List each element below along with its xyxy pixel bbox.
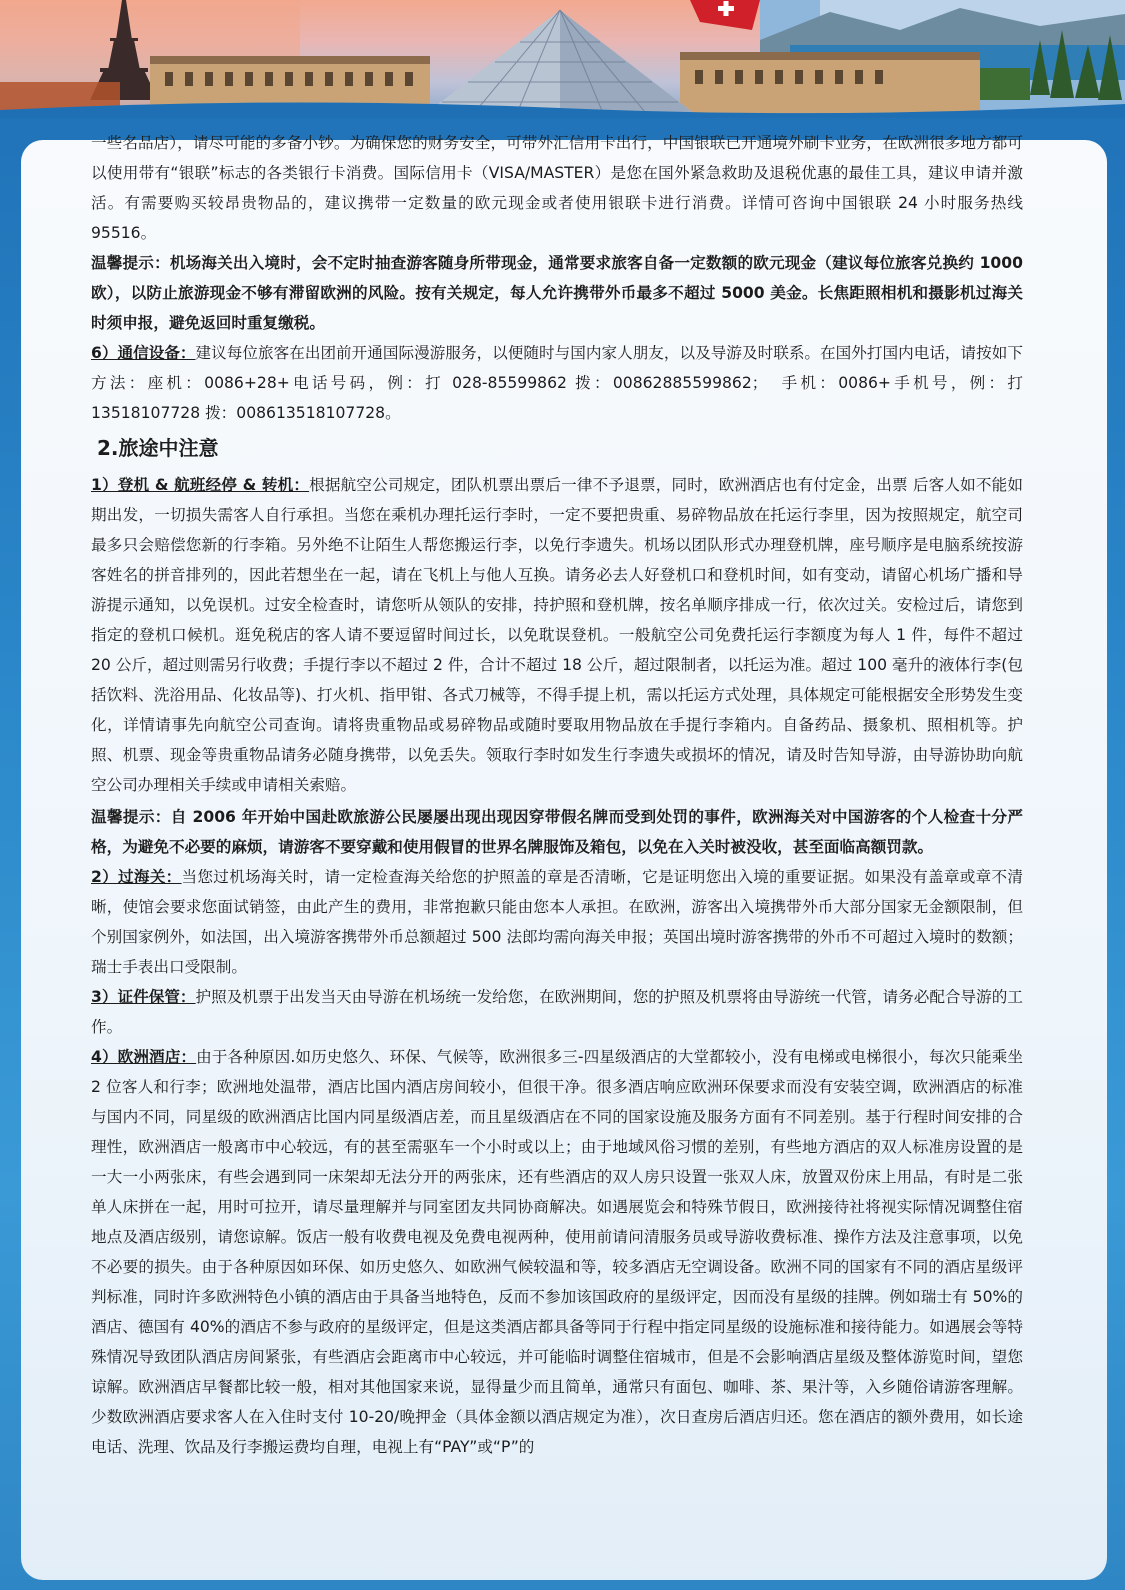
- subsection-3-paragraph: [91, 982, 1023, 1042]
- tip-text: 机场海关出入境时，会不定时抽查游客随身所带现金，通常要求旅客自备一定数额的欧元现金（建议每位旅客兑换约 1000 欧），以防止旅游现金不够有滞留欧洲的风险。按有关规定，每人允许携带外币最多不超过 5000 美金。长焦距照相机和摄影机过海关时须申报，避免返回时重复缴税。: [91, 254, 1023, 332]
- tip-paragraph-1: [91, 248, 1023, 338]
- subsection-4-paragraph: [91, 1042, 1023, 1462]
- section-heading-2: 2.旅途中注意: [97, 436, 219, 460]
- subsection-2-label: 2）过海关：: [91, 868, 182, 886]
- louvre-pyramid-icon: [420, 10, 700, 118]
- section-6-text: 建议每位旅客在出团前开通国际漫游服务，以便随时与国内家人朋友，以及导游及时联系。在国外打国内电话，请按如下方法：座机：0086+28+电话号码，例：打 028-85599862 拨：00862885599862； 手机：0086+手机号，例：打 13518107728 拨：008613518107728。: [91, 344, 1023, 422]
- header-banner: [0, 0, 1125, 118]
- intro-text: 一些名品店），请尽可能的多备小钞。为确保您的财务安全，可带外汇信用卡出行，中国银联已开通境外刷卡业务，在欧洲很多地方都可以使用带有“银联”标志的各类银行卡消费。国际信用卡（VISA/MASTER）是您在国外紧急救助及退税优惠的最佳工具，建议申请并激活。有需要购买较昂贵物品的，建议携带一定数量的欧元现金或者使用银联卡进行消费。详情可咨询中国银联 24 小时服务热线 95516。: [91, 134, 1023, 242]
- subsection-2-paragraph: [91, 862, 1023, 982]
- tip-2-text: 自 2006 年开始中国赴欧旅游公民屡屡出现出现因穿带假名牌而受到处罚的事件，欧洲海关对中国游客的个人检查十分严格，为避免不必要的麻烦，请游客不要穿戴和使用假冒的世界名牌服饰及箱包，以免在入关时被没收，甚至面临高额罚款。: [91, 808, 1023, 856]
- tip-paragraph-2: [91, 802, 1023, 862]
- section-6-label: 6）通信设备：: [91, 344, 196, 362]
- document-body: [91, 128, 1023, 1462]
- subsection-1-label: 1）登机 & 航班经停 & 转机：: [91, 476, 310, 494]
- subsection-4-label: 4）欧洲酒店：: [91, 1048, 197, 1066]
- section-6-paragraph: [91, 338, 1023, 428]
- subsection-3-label: 3）证件保管：: [91, 988, 196, 1006]
- swiss-flag-icon: [690, 0, 760, 30]
- subsection-1-text: 根据航空公司规定，团队机票出票后一律不予退票，同时，欧洲酒店也有付定金，出票 后客人如不能如期出发，一切损失需客人自行承担。当您在乘机办理托运行李时，一定不要把贵重、易碎物品放在托运行李里，因为按照规定，航空司最多只会赔偿您新的行李箱。另外绝不让陌生人帮您搬运行李，以免行李遗失。机场以团队形式办理登机牌，座号顺序是电脑系统按游客姓名的拼音排列的，因此若想坐在一起，请在飞机上与他人互换。请务必去人好登机口和登机时间，如有变动，请留心机场广播和导游提示通知，以免误机。过安全检查时，请您听从领队的安排，持护照和登机牌，按名单顺序排成一行，依次过关。安检过后，请您到指定的登机口候机。逛免税店的客人请不要逗留时间过长，以免耽误登机。一般航空公司免费托运行李额度为每人 1 件，每件不超过 20 公斤，超过则需另行收费；手提行李以不超过 2 件，合计不超过 18 公斤，超过限制者，以托运为准。超过 100 毫升的液体行李(包括饮料、洗浴用品、化妆品等)、打火机、指甲钳、各式刀械等，不得手提上机，需以托运方式处理，具体规定可能根据安全形势发生变化，详情请事先向航空公司查询。请将贵重物品或易碎物品或随时要取用物品放在手提行李箱内。自备药品、摄象机、照相机等。护照、机票、现金等贵重物品请务必随身携带，以免丢失。领取行李时如发生行李遗失或损坏的情况，请及时告知导游，由导游协助向航空公司办理相关手续或申请相关索赔。: [91, 476, 1023, 794]
- subsection-4-text: 由于各种原因.如历史悠久、环保、气候等，欧洲很多三-四星级酒店的大堂都较小，没有电梯或电梯很小，每次只能乘坐 2 位客人和行李；欧洲地处温带，酒店比国内酒店房间较小，但很干净。很多酒店响应欧洲环保要求而没有安装空调，欧洲酒店的标准与国内不同，同星级的欧洲酒店比国内同星级酒店差，而且星级酒店在不同的国家设施及服务方面有不同差别。基于行程时间安排的合理性，欧洲酒店一般离市中心较远，有的甚至需驱车一个小时或以上；由于地域风俗习惯的差别，有些地方酒店的双人标准房设置的是一大一小两张床，有些会遇到同一床架却无法分开的两张床，还有些酒店的双人房只设置一张双人床，放置双份床上用品，有时是二张单人床拼在一起，用时可拉开，请尽量理解并与同室团友共同协商解决。如遇展览会和特殊节假日，欧洲接待社将视实际情况调整住宿地点及酒店级别，请您谅解。饭店一般有收费电视及免费电视两种，使用前请问清服务员或导游收费标准、操作方法及注意事项，以免不必要的损失。由于各种原因如环保、如历史悠久、如欧洲气候较温和等，较多酒店无空调设备。欧洲不同的国家有不同的酒店星级评判标准，同时许多欧洲特色小镇的酒店由于具备当地特色，反而不参加该国政府的星级评定，因而没有星级的挂牌。例如瑞士有 50%的酒店、德国有 40%的酒店不参与政府的星级评定，但是这类酒店都具备等同于行程中指定同星级的设施标准和接待能力。如遇展会等特殊情况导致团队酒店房间紧张，有些酒店会距离市中心较远，并可能临时调整住宿城市，但是不会影响酒店星级及整体游览时间，望您谅解。欧洲酒店早餐都比较一般，相对其他国家来说，显得量少而且简单，通常只有面包、咖啡、茶、果汁等，入乡随俗请游客理解。少数欧洲酒店要求客人在入住时支付 10-20/晚押金（具体金额以酒店规定为准），次日查房后酒店归还。您在酒店的额外费用，如长途电话、洗理、饮品及行李搬运费均自理，电视上有“PAY”或“P”的: [91, 1048, 1023, 1456]
- tip-2-label: 温馨提示：: [91, 808, 171, 826]
- subsection-1-paragraph: [91, 470, 1023, 800]
- tip-label: 温馨提示：: [91, 254, 170, 272]
- subsection-2-text: 当您过机场海关时，请一定检查海关给您的护照盖的章是否清晰，它是证明您出入境的重要证据。如果没有盖章或章不清晰，使馆会要求您面试销签，由此产生的费用，非常抱歉只能由您本人承担。在欧洲，游客出入境携带外币大部分国家无金额限制，但个别国家例外，如法国，出入境游客携带外币总额超过 500 法郎均需向海关申报；英国出境时游客携带的外币不可超过入境时的数额；瑞士手表出口受限制。: [91, 868, 1023, 976]
- subsection-3-text: 护照及机票于出发当天由导游在机场统一发给您，在欧洲期间，您的护照及机票将由导游统一代管，请务必配合导游的工作。: [91, 988, 1023, 1036]
- intro-paragraph: [91, 128, 1023, 248]
- banner-collage: [0, 0, 1125, 118]
